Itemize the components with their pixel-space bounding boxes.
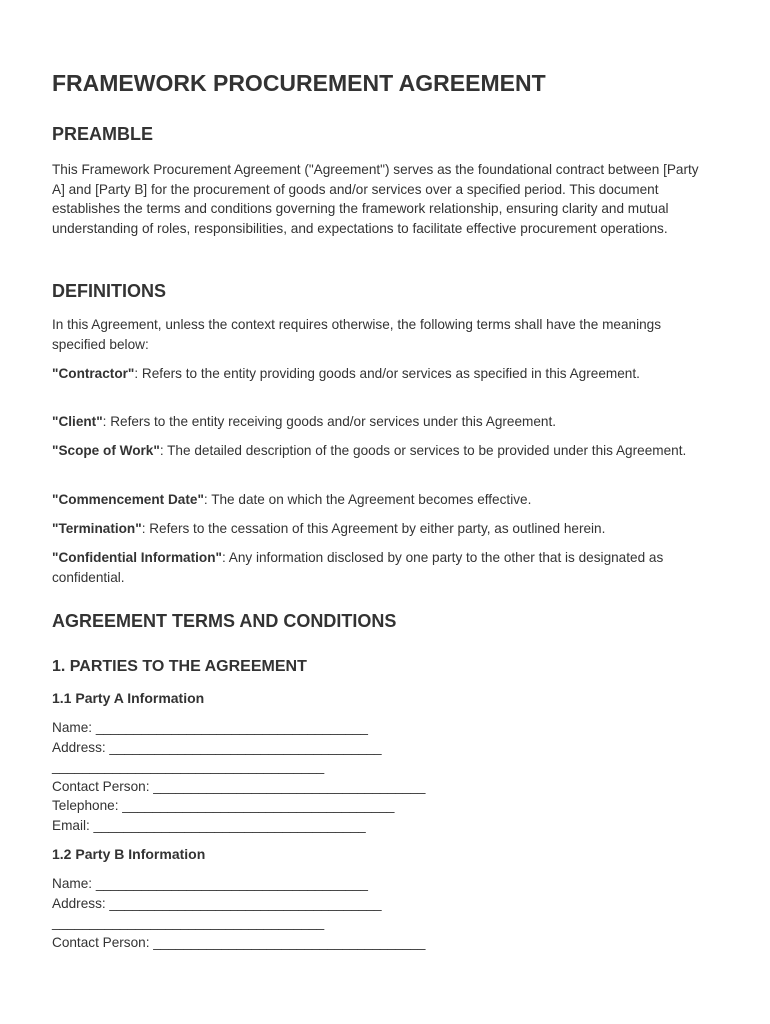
party-b-contact-field[interactable]: Contact Person: ____________________________________ — [52, 935, 426, 950]
definition-item — [52, 548, 702, 587]
definition-term: "Contractor" — [52, 366, 135, 381]
definition-text: : Any information disclosed by one party to the other that is designated as confidential. — [52, 550, 664, 585]
definition-text: : The date on which the Agreement becomes effective. — [203, 492, 532, 507]
definition-item — [52, 441, 702, 461]
party-b-address-field[interactable]: Address: ____________________________________ — [52, 896, 382, 911]
definition-term: "Client" — [52, 414, 103, 429]
preamble-text: This Framework Procurement Agreement ("Agreement") serves as the foundational contract between [Party A] and [Party B] for the procurement of goods and/or services over a specified period. This document establishes the terms and conditions governing the framework relationship, ensuring clarity and mutual understanding of roles, responsibilities, and expectations to facilitate effective procurement operations. — [52, 162, 699, 236]
definition-text: : Refers to the entity receiving goods and/or services under this Agreement. — [102, 414, 557, 429]
definition-item — [52, 519, 702, 539]
party-b-name-field[interactable]: Name: ____________________________________ — [52, 876, 368, 891]
definition-term: "Confidential Information" — [52, 550, 222, 565]
party-a-email-field[interactable]: Email: ____________________________________ — [52, 818, 366, 833]
definition-term: "Termination" — [52, 521, 142, 536]
party-a-address-cont-field[interactable]: ____________________________________ — [52, 759, 325, 774]
terms-heading: AGREEMENT TERMS AND CONDITIONS — [52, 611, 397, 631]
definition-item — [52, 490, 702, 510]
party-b-address-cont-field[interactable]: ____________________________________ — [52, 915, 325, 930]
definition-text: : Refers to the entity providing goods and/or services as specified in this Agreement. — [134, 366, 640, 381]
preamble-heading: PREAMBLE — [52, 124, 154, 144]
party-a-telephone-field[interactable]: Telephone: ____________________________________ — [52, 798, 395, 813]
definition-item — [52, 364, 702, 384]
document-title: FRAMEWORK PROCUREMENT AGREEMENT — [52, 70, 546, 96]
party-a-contact-field[interactable]: Contact Person: ____________________________________ — [52, 779, 426, 794]
party-a-address-field[interactable]: Address: ____________________________________ — [52, 740, 382, 755]
definitions-heading: DEFINITIONS — [52, 281, 167, 301]
party-b-heading: 1.2 Party B Information — [52, 846, 206, 862]
definition-item — [52, 412, 702, 432]
definition-text: : Refers to the cessation of this Agreement by either party, as outlined herein. — [141, 521, 606, 536]
definition-term: "Scope of Work" — [52, 443, 160, 458]
party-a-name-field[interactable]: Name: ____________________________________ — [52, 720, 368, 735]
party-a-heading: 1.1 Party A Information — [52, 690, 205, 706]
definition-term: "Commencement Date" — [52, 492, 204, 507]
parties-heading: 1. PARTIES TO THE AGREEMENT — [52, 658, 307, 675]
definitions-intro: In this Agreement, unless the context requires otherwise, the following terms shall have the meanings specified below: — [52, 317, 662, 352]
definition-text: : The detailed description of the goods or services to be provided under this Agreement. — [159, 443, 687, 458]
